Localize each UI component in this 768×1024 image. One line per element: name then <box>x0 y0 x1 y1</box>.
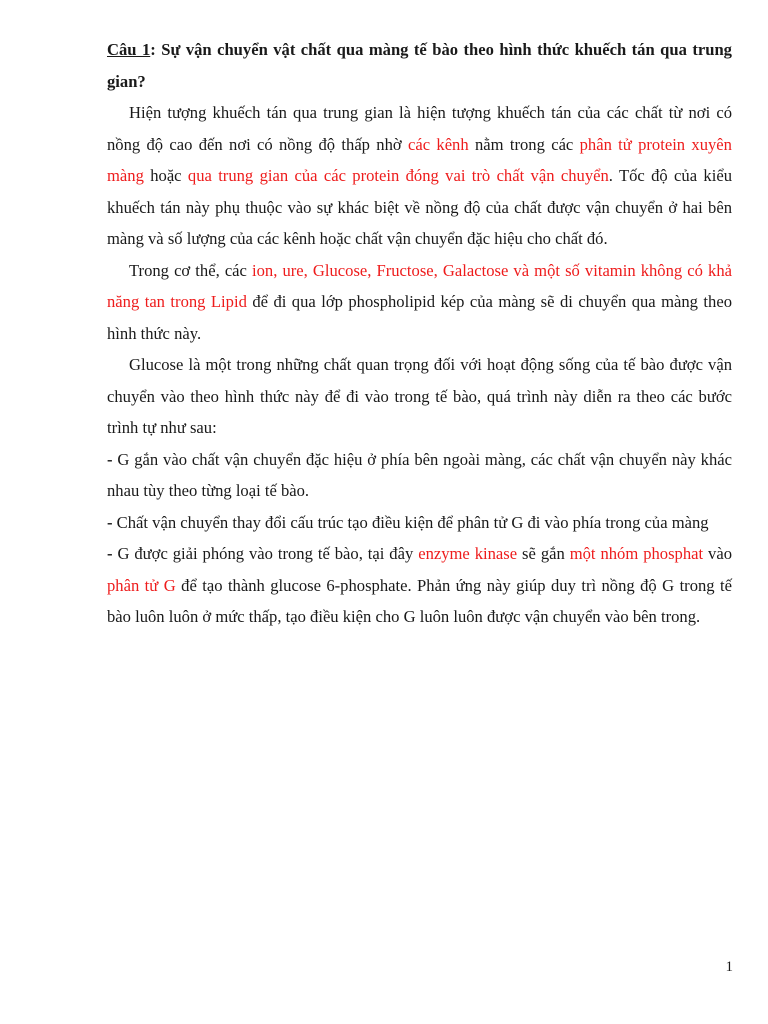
text-segment: Trong cơ thể, các <box>129 260 253 280</box>
question-label: Câu 1 <box>107 40 151 59</box>
text-segment: . Tốc độ của kiểu khuếch tán này phụ thuộc vào sự khác biệt về nồng độ của chất được vận chuyển ở hai bên màng và số lượng của các kênh hoặc chất vận chuyển đặc hiệu cho chất đó. <box>107 166 732 248</box>
text-segment: sẽ gắn <box>517 544 570 563</box>
bullet-marker: - <box>107 449 113 469</box>
highlighted-text: qua trung gian của các protein đóng vai trò chất vận chuyển <box>187 166 609 185</box>
text-segment: để tạo thành glucose 6-phosphate. Phản ứng này giúp duy trì nồng độ G trong tế bào luôn luôn ở mức thấp, tạo điều kiện cho G luôn luôn được vận chuyển vào bên trong. <box>107 575 733 626</box>
body-paragraph <box>107 255 732 350</box>
text-segment: Glucose là một trong những chất quan trọng đối với hoạt động sống của tế bào được vận chuyển vào theo hình thức này để đi vào trong tế bào, quá trình này diễn ra theo các bước trình tự như sau: <box>107 355 732 437</box>
highlighted-text: một nhóm phosphat <box>569 544 704 563</box>
question-text: : Sự vận chuyển vật chất qua màng tế bào theo hình thức khuếch tán qua trung gian? <box>107 40 732 91</box>
bullet-marker: - <box>107 544 113 563</box>
body-paragraph <box>107 349 732 444</box>
text-segment: nằm trong các <box>468 134 580 154</box>
text-segment: Hiện tượng khuếch tán qua trung gian là hiện tượng khuếch tán của các chất từ nơi có nồng độ cao đến nơi có nồng độ thấp nhờ <box>107 103 732 154</box>
question-title <box>107 34 732 97</box>
step-item <box>107 507 732 539</box>
step-list <box>107 444 732 633</box>
highlighted-text: enzyme kinase <box>418 544 518 563</box>
page-number: 1 <box>725 959 733 975</box>
text-segment: vào <box>703 544 733 563</box>
highlighted-text: ion, ure, Glucose, Fructose, Galactose và một số vitamin không có khả năng tan trong Lipid <box>107 260 733 311</box>
text-segment: G được giải phóng vào trong tế bào, tại đây <box>112 544 419 563</box>
step-item <box>107 538 732 633</box>
highlighted-text: các kênh <box>407 134 469 154</box>
bullet-marker: - <box>107 512 113 532</box>
body-paragraphs <box>107 97 732 444</box>
body-paragraph <box>107 97 732 255</box>
highlighted-text: phân tử protein xuyên màng <box>107 134 732 185</box>
step-item <box>107 444 732 507</box>
text-segment: hoặc <box>143 166 188 185</box>
text-segment: Chất vận chuyển thay đổi cấu trúc tạo điều kiện để phân tử G đi vào phía trong của màng <box>112 512 709 532</box>
text-segment: để đi qua lớp phospholipid kép của màng sẽ di chuyển qua màng theo hình thức này. <box>107 292 732 343</box>
highlighted-text: phân tử G <box>107 575 176 595</box>
text-segment: G gắn vào chất vận chuyển đặc hiệu ở phía bên ngoài màng, các chất vận chuyển này khác nhau tùy theo từng loại tế bào. <box>107 449 732 500</box>
